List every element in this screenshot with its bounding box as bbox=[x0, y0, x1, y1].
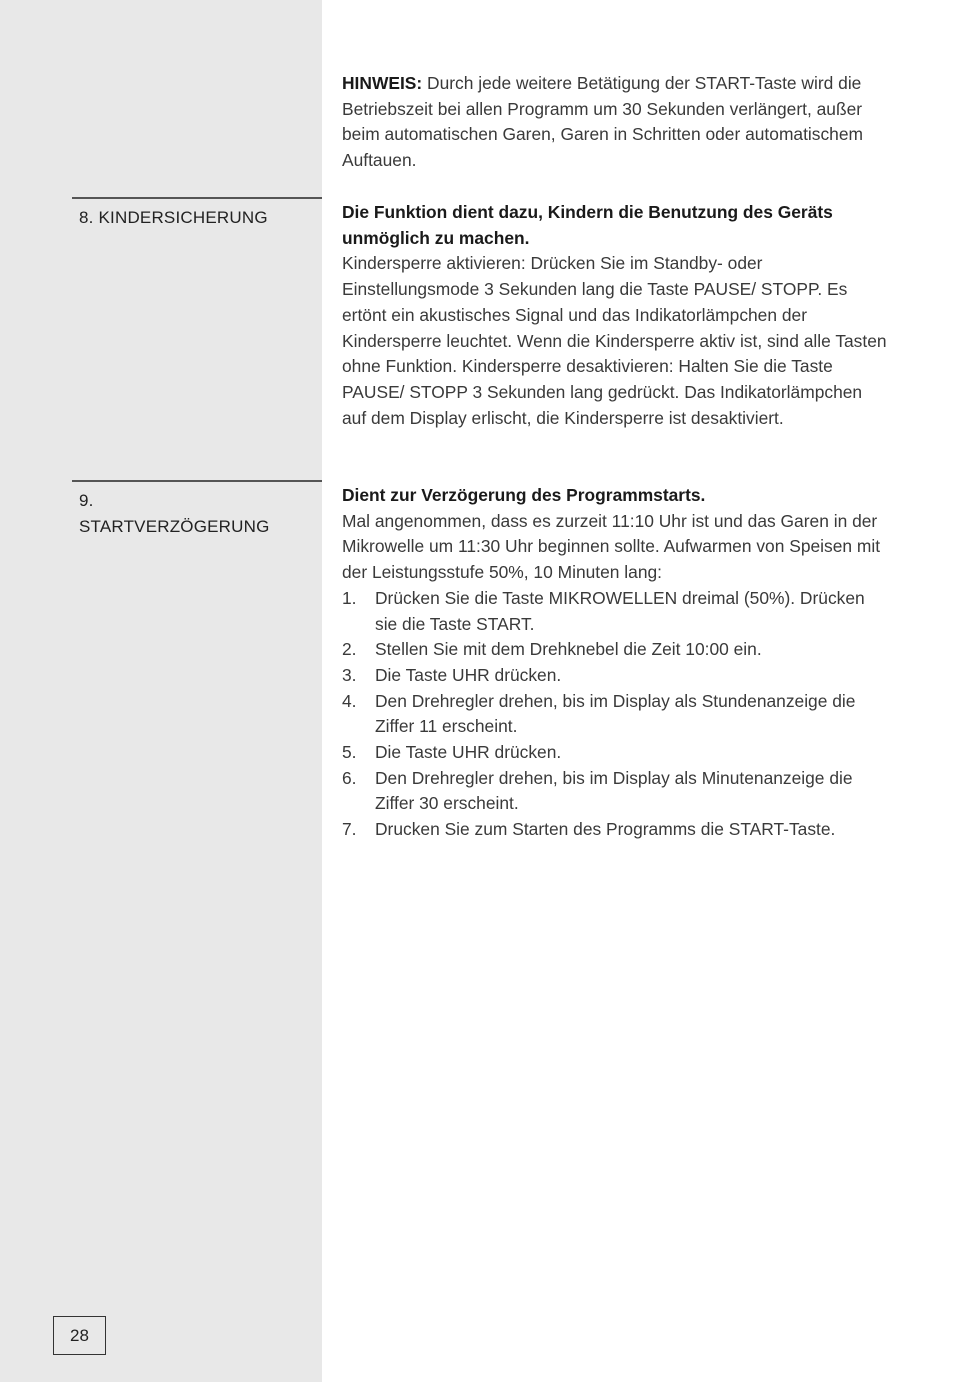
list-item bbox=[342, 637, 887, 663]
section-8-heading-text: 8. KINDERSICHERUNG bbox=[79, 208, 268, 227]
list-item bbox=[342, 817, 887, 843]
step-text: Die Taste UHR drücken. bbox=[375, 742, 562, 763]
step-number: 2. bbox=[342, 639, 357, 660]
page-number: 28 bbox=[53, 1316, 106, 1355]
section-9-body: Mal angenommen, dass es zurzeit 11:10 Uhr ist und das Garen in der Mikrowelle um 11:30 Uhr beginnen sollte. Aufwarmen von Speisen mit der Leistungsstufe 50%, 10 Minuten lang: bbox=[342, 510, 881, 583]
step-text: Den Drehregler drehen, bis im Display als Minutenanzeige die Ziffer 30 erscheint. bbox=[375, 767, 853, 814]
list-item bbox=[342, 740, 887, 766]
note-text: Durch jede weitere Betätigung der START-Taste wird die Betriebszeit bei allen Programm um 30 Sekunden verlängert, außer beim automatischen Garen, Garen in Schritten oder automatischem Auftauen. bbox=[342, 73, 864, 171]
steps-list bbox=[342, 586, 887, 843]
step-text: Drücken Sie die Taste MIKROWELLEN dreimal (50%). Drücken sie die Taste START. bbox=[375, 587, 865, 634]
note-block bbox=[342, 71, 887, 174]
step-number: 4. bbox=[342, 690, 357, 711]
section-8-heading bbox=[72, 197, 322, 231]
step-text: Den Drehregler drehen, bis im Display als Stundenanzeige die Ziffer 11 erscheint. bbox=[375, 690, 856, 737]
section-8-content bbox=[342, 200, 887, 431]
note-label: HINWEIS: bbox=[342, 73, 423, 93]
step-number: 7. bbox=[342, 819, 357, 840]
list-item bbox=[342, 766, 887, 817]
step-text: Drucken Sie zum Starten des Programms die START-Taste. bbox=[375, 819, 836, 840]
section-9-heading bbox=[72, 480, 322, 539]
step-number: 3. bbox=[342, 664, 357, 685]
section-9-heading-text: STARTVERZÖGERUNG bbox=[79, 516, 270, 536]
list-item bbox=[342, 663, 887, 689]
note-paragraph bbox=[342, 71, 887, 174]
step-number: 1. bbox=[342, 587, 357, 608]
step-text: Die Taste UHR drücken. bbox=[375, 664, 562, 685]
section-9-content bbox=[342, 483, 887, 843]
step-text: Stellen Sie mit dem Drehknebel die Zeit 10:00 ein. bbox=[375, 639, 762, 660]
section-8-lead: Die Funktion dient dazu, Kindern die Benutzung des Geräts unmöglich zu machen. bbox=[342, 202, 833, 248]
list-item bbox=[342, 586, 887, 637]
step-number: 6. bbox=[342, 767, 357, 788]
section-9-lead: Dient zur Verzögerung des Programmstarts. bbox=[342, 485, 706, 505]
section-9-heading-number: 9. bbox=[79, 491, 94, 510]
section-8-body: Kindersperre aktivieren: Drücken Sie im Standby- oder Einstellungsmode 3 Sekunden lang die Taste PAUSE/ STOPP. Es ertönt ein akustisches Signal und das Indikatorlämpchen der Kindersperre leuchtet. Wenn die Kindersperre aktiv ist, sind alle Tasten ohne Funktion. Kindersperre desaktivieren: Halten Sie die Taste PAUSE/ STOPP 3 Sekunden lang gedrückt. Das Indikatorlämpchen auf dem Display erlischt, die Kindersperre ist desaktiviert. bbox=[342, 253, 887, 428]
step-number: 5. bbox=[342, 742, 357, 763]
list-item bbox=[342, 689, 887, 740]
